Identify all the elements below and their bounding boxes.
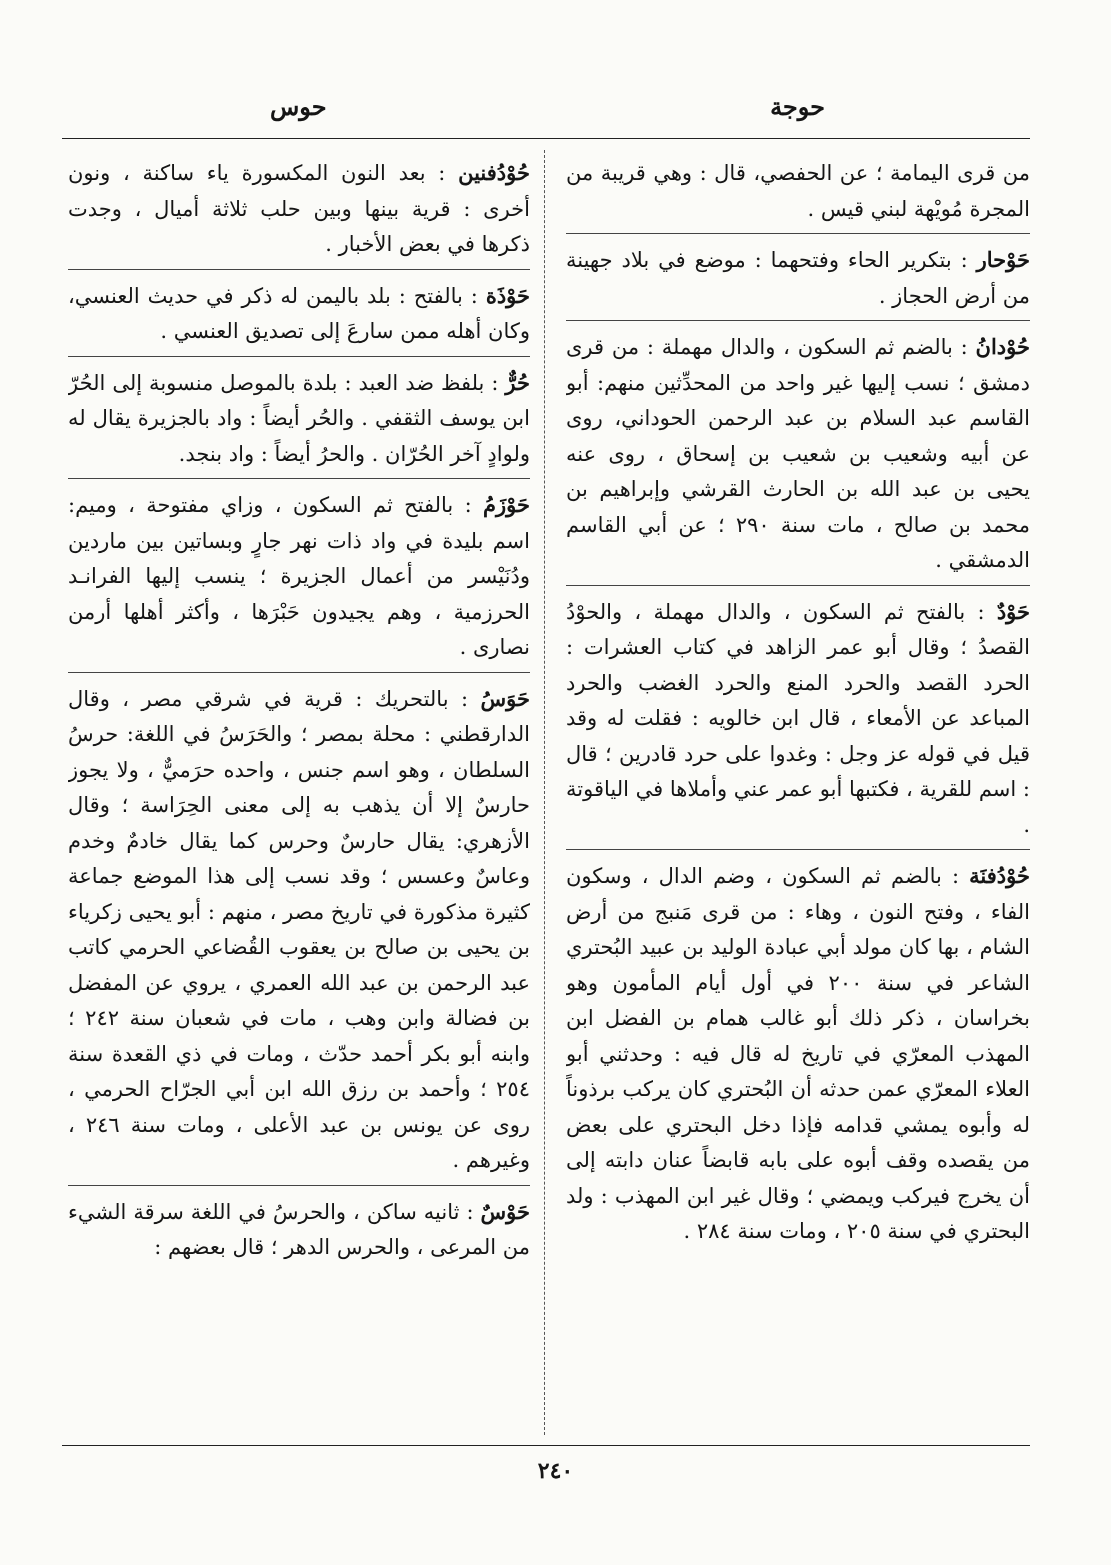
dictionary-entry — [68, 487, 530, 673]
entry-text: من قرى اليمامة ؛ عن الحفصي، قال : وهي قريبة من المجرة مُويْهة لبني قيس . — [566, 161, 1030, 221]
dictionary-entry — [566, 155, 1030, 234]
entry-headword: حُرٌّ — [505, 369, 530, 395]
entry-headword: حُوْدُفنَة — [969, 863, 1030, 888]
entry-headword: حَوْسٌ — [480, 1198, 530, 1224]
entry-headword: حُوْدُفنين — [458, 160, 530, 185]
dictionary-entry — [566, 594, 1030, 851]
dictionary-entry — [566, 858, 1030, 1256]
left-column — [68, 155, 530, 1437]
dictionary-entry — [68, 278, 530, 357]
entry-headword: حَوْدٌ — [996, 598, 1030, 624]
entry-text: : بلفظ ضد العبد : بلدة بالموصل منسوبة إلى الحُرّ ابن يوسف الثقفي . والحُر أيضاً : واد بالجزيرة يقال له ولوادٍ آخر الحُرّان . والحرُ أيضاً : واد بنجد. — [68, 370, 530, 466]
entry-text: : بالتحريك : قرية في شرقي مصر ، وقال الدارقطني : محلة بمصر ؛ والحَرَسُ في اللغة: حرسُ السلطان ، وهو اسم جنس ، واحده حرَميٌّ ، ولا يجوز حارسٌ إلا أن يذهب به إلى معنى الحِرَاسة ؛ وقال الأزهري: يقال حارسٌ وحرس كما يقال خادمٌ وخدم وعاسٌ وعسس ؛ وقد نسب إلى هذا الموضع جماعة كثيرة مذكورة في تاريخ مصر ، منهم : أبو يحيى زكرياء بن يحيى بن صالح بن يعقوب القُضاعي الحرمي كاتب عبد الرحمن بن عبد الله العمري ، يروي عن المفضل بن فضالة وابن وهب ، مات في شعبان سنة ٢٤٢ ؛ وابنه أبو بكر أحمد حدّث ، ومات في ذي القعدة سنة ٢٥٤ ؛ وأحمد بن رزق الله ابن أبي الجرّاح الحرمي ، روى عن يونس بن عبد الأعلى ، ومات سنة ٢٤٦ ، وغيرهم . — [68, 686, 530, 1172]
entry-headword: حَوَسُ — [480, 685, 530, 711]
dictionary-entry — [68, 365, 530, 480]
dictionary-entry — [68, 155, 530, 270]
right-column-title: حوجة — [770, 92, 825, 121]
header-rule — [62, 138, 1030, 139]
left-column-title: حوس — [270, 92, 327, 121]
entry-text: : ثانيه ساكن ، والحرسُ في اللغة سرقة الشيء من المرعى ، والحرس الدهر ؛ قال بعضهم : — [68, 1199, 530, 1259]
right-column — [566, 155, 1030, 1437]
footer-rule — [62, 1445, 1030, 1446]
running-header — [60, 92, 1035, 132]
column-divider — [544, 150, 545, 1435]
entry-headword: حَوْذَة — [485, 282, 530, 308]
dictionary-entry — [566, 329, 1030, 586]
entry-text: : بالضم ثم السكون ، والدال مهملة : من قرى دمشق ؛ نسب إليها غير واحد من المحدِّثين منهم: أبو القاسم عبد السلام بن عبد الرحمن الحوداني، روى عن أبيه وشعيب بن شعيب بن إسحاق ، روى عنه يحيى بن عبد الله بن الحارث القرشي وإبراهيم بن محمد بن صالح ، مات سنة ٢٩٠ ؛ عن أبي القاسم الدمشقي . — [566, 335, 1030, 572]
entry-headword: حُوْدانُ — [975, 334, 1030, 359]
dictionary-entry — [68, 681, 530, 1186]
dictionary-entry — [68, 1194, 530, 1272]
entry-headword: حَوْزَمُ — [483, 492, 530, 517]
entry-text: : بالفتح : بلد باليمن له ذكر في حديث العنسي، وكان أهله ممن سارعَ إلى تصديق العنسي . — [68, 283, 530, 343]
entry-text: : بالضم ثم السكون ، وضم الدال ، وسكون الفاء ، وفتح النون ، وهاء : من قرى مَنبج من أرض الشام ، بها كان مولد أبي عبادة الوليد بن عبيد البُحتري الشاعر في سنة ٢٠٠ في أول أيام المأمون وهو بخراسان ، ذكر ذلك أبو غالب همام بن الفضل ابن المهذب المعرّي في تاريخ له قال فيه : وحدثني أبو العلاء المعرّي عمن حدثه أن البُحتري كان يركب برذوناً له وأبوه يمشي قدامه فإذا دخل البحتري على بعض من يقصده وقف أبوه على بابه قابضاً عنان دابته إلى أن يخرج فيركب ويمضي ؛ وقال غير ابن المهذب : ولد البحتري في سنة ٢٠٥ ، ومات سنة ٢٨٤ . — [566, 864, 1030, 1243]
entry-text: : بالفتح ثم السكون ، وزاي مفتوحة ، وميم: اسم بليدة في واد ذات نهر جارٍ وبساتين بين ماردين ودُنَيْسر من أعمال الجزيرة ؛ ينسب إليها الفرانـد الحرزمية ، وهم يجيدون حَبْرَها ، وأكثر أهلها أرمن نصارى . — [68, 493, 530, 659]
dictionary-entry — [566, 242, 1030, 321]
entry-headword: حَوْحار — [976, 247, 1030, 272]
entry-text: : بعد النون المكسورة ياء ساكنة ، ونون أخرى : قرية بينها وبين حلب ثلاثة أميال ، وجدت ذكرها في بعض الأخبار . — [68, 161, 530, 256]
page-number: ٢٤٠ — [537, 1458, 574, 1484]
entry-text: : بتكرير الحاء وفتحهما : موضع في بلاد جهينة من أرض الحجاز . — [566, 248, 1030, 308]
entry-text: : بالفتح ثم السكون ، والدال مهملة ، والحوْدُ القصدُ ؛ وقال أبو عمر الزاهد في كتاب العشرات : الحرد القصد والحرد المنع والحرد الغضب والحرد المباعد عن الأمعاء ، قال ابن خالويه : فقلت له وقد قيل في قوله عز وجل : وغدوا على حرد قادرين ؛ قال : اسم للقرية ، فكتبها أبو عمر عني وأملاها في الياقوتة . — [566, 599, 1030, 837]
